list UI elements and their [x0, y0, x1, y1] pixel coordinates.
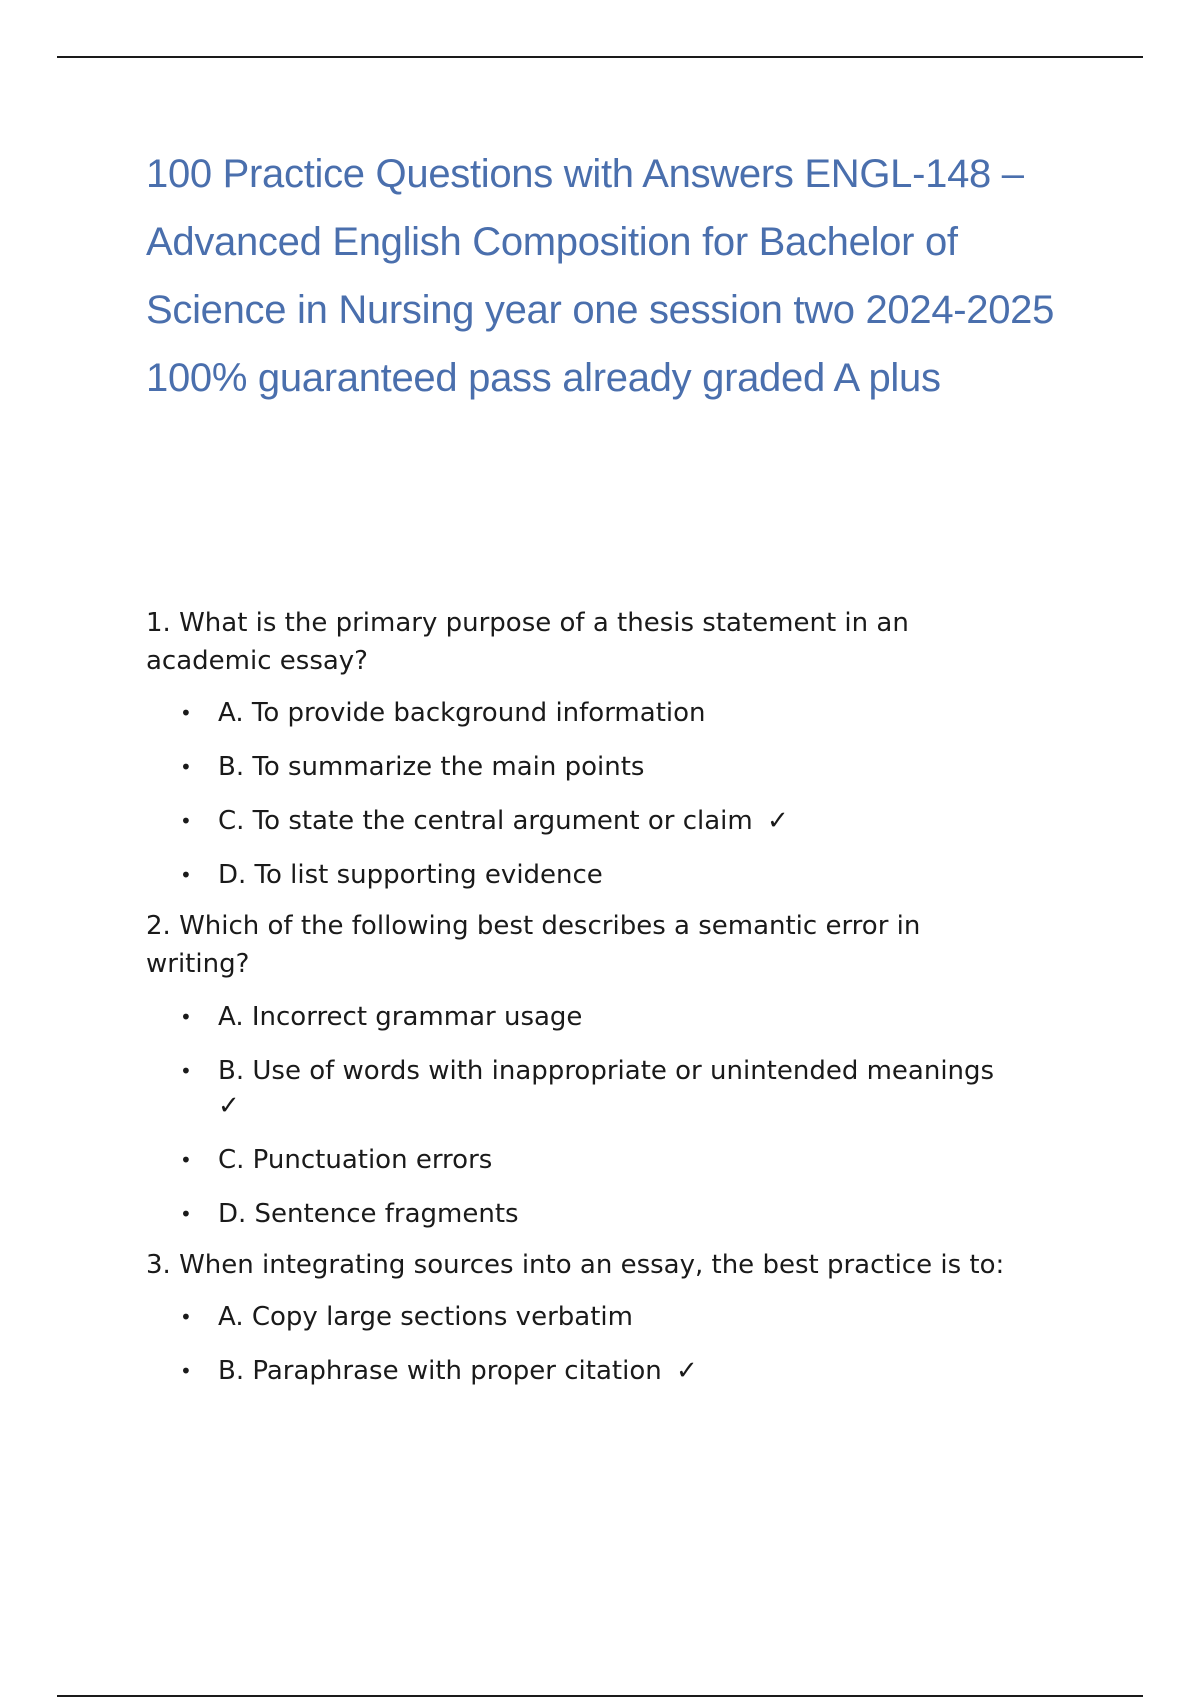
checkmark-icon: ✓	[675, 1356, 698, 1386]
document-title: 100 Practice Questions with Answers ENGL-148 – Advanced English Composition for Bachelor of Science in Nursing year one session two 2024-2025 100% guaranteed pass already graded A plus	[146, 152, 1055, 400]
option-list	[146, 696, 1106, 893]
bullet-icon: •	[180, 1202, 192, 1226]
bullet-icon: •	[180, 701, 192, 725]
bullet-icon: •	[180, 755, 192, 779]
question-text: 2. Which of the following best describes a semantic error in writing?	[146, 911, 921, 979]
option-label: A. Copy large sections verbatim	[218, 1302, 633, 1332]
question-2	[146, 907, 1106, 1232]
question-1	[146, 604, 1106, 893]
bullet-icon: •	[180, 1305, 192, 1329]
checkmark-icon: ✓	[767, 806, 789, 836]
top-rule	[57, 56, 1143, 58]
option-label: C. To state the central argument or claim	[218, 806, 753, 836]
option-c	[146, 804, 1106, 839]
option-b	[146, 1054, 1106, 1124]
option-a	[146, 1000, 1106, 1035]
option-c	[146, 1143, 1106, 1178]
bullet-icon: •	[180, 863, 192, 887]
option-b	[146, 1354, 1106, 1389]
option-label: D. To list supporting evidence	[218, 860, 603, 890]
option-list	[146, 1300, 1106, 1389]
bullet-icon: •	[180, 1359, 192, 1383]
question-list	[146, 604, 1106, 1389]
checkmark-icon: ✓	[218, 1091, 240, 1121]
option-a	[146, 696, 1106, 731]
option-b	[146, 750, 1106, 785]
option-label: A. To provide background information	[218, 698, 706, 728]
question-3	[146, 1246, 1106, 1389]
bullet-icon: •	[180, 1059, 192, 1083]
option-label: B. To summarize the main points	[218, 752, 645, 782]
option-d	[146, 1197, 1106, 1232]
option-a	[146, 1300, 1106, 1335]
option-label: D. Sentence fragments	[218, 1199, 519, 1229]
option-label: B. Use of words with inappropriate or unintended meanings	[218, 1056, 995, 1086]
question-text: 1. What is the primary purpose of a thesis statement in an academic essay?	[146, 608, 909, 676]
question-text: 3. When integrating sources into an essay, the best practice is to:	[146, 1250, 1005, 1280]
bottom-rule	[57, 1695, 1143, 1697]
bullet-icon: •	[180, 1005, 192, 1029]
option-d	[146, 858, 1106, 893]
option-label: B. Paraphrase with proper citation	[218, 1356, 662, 1386]
bullet-icon: •	[180, 809, 192, 833]
option-list	[146, 1000, 1106, 1232]
option-label: A. Incorrect grammar usage	[218, 1002, 583, 1032]
option-label: C. Punctuation errors	[218, 1145, 493, 1175]
bullet-icon: •	[180, 1148, 192, 1172]
